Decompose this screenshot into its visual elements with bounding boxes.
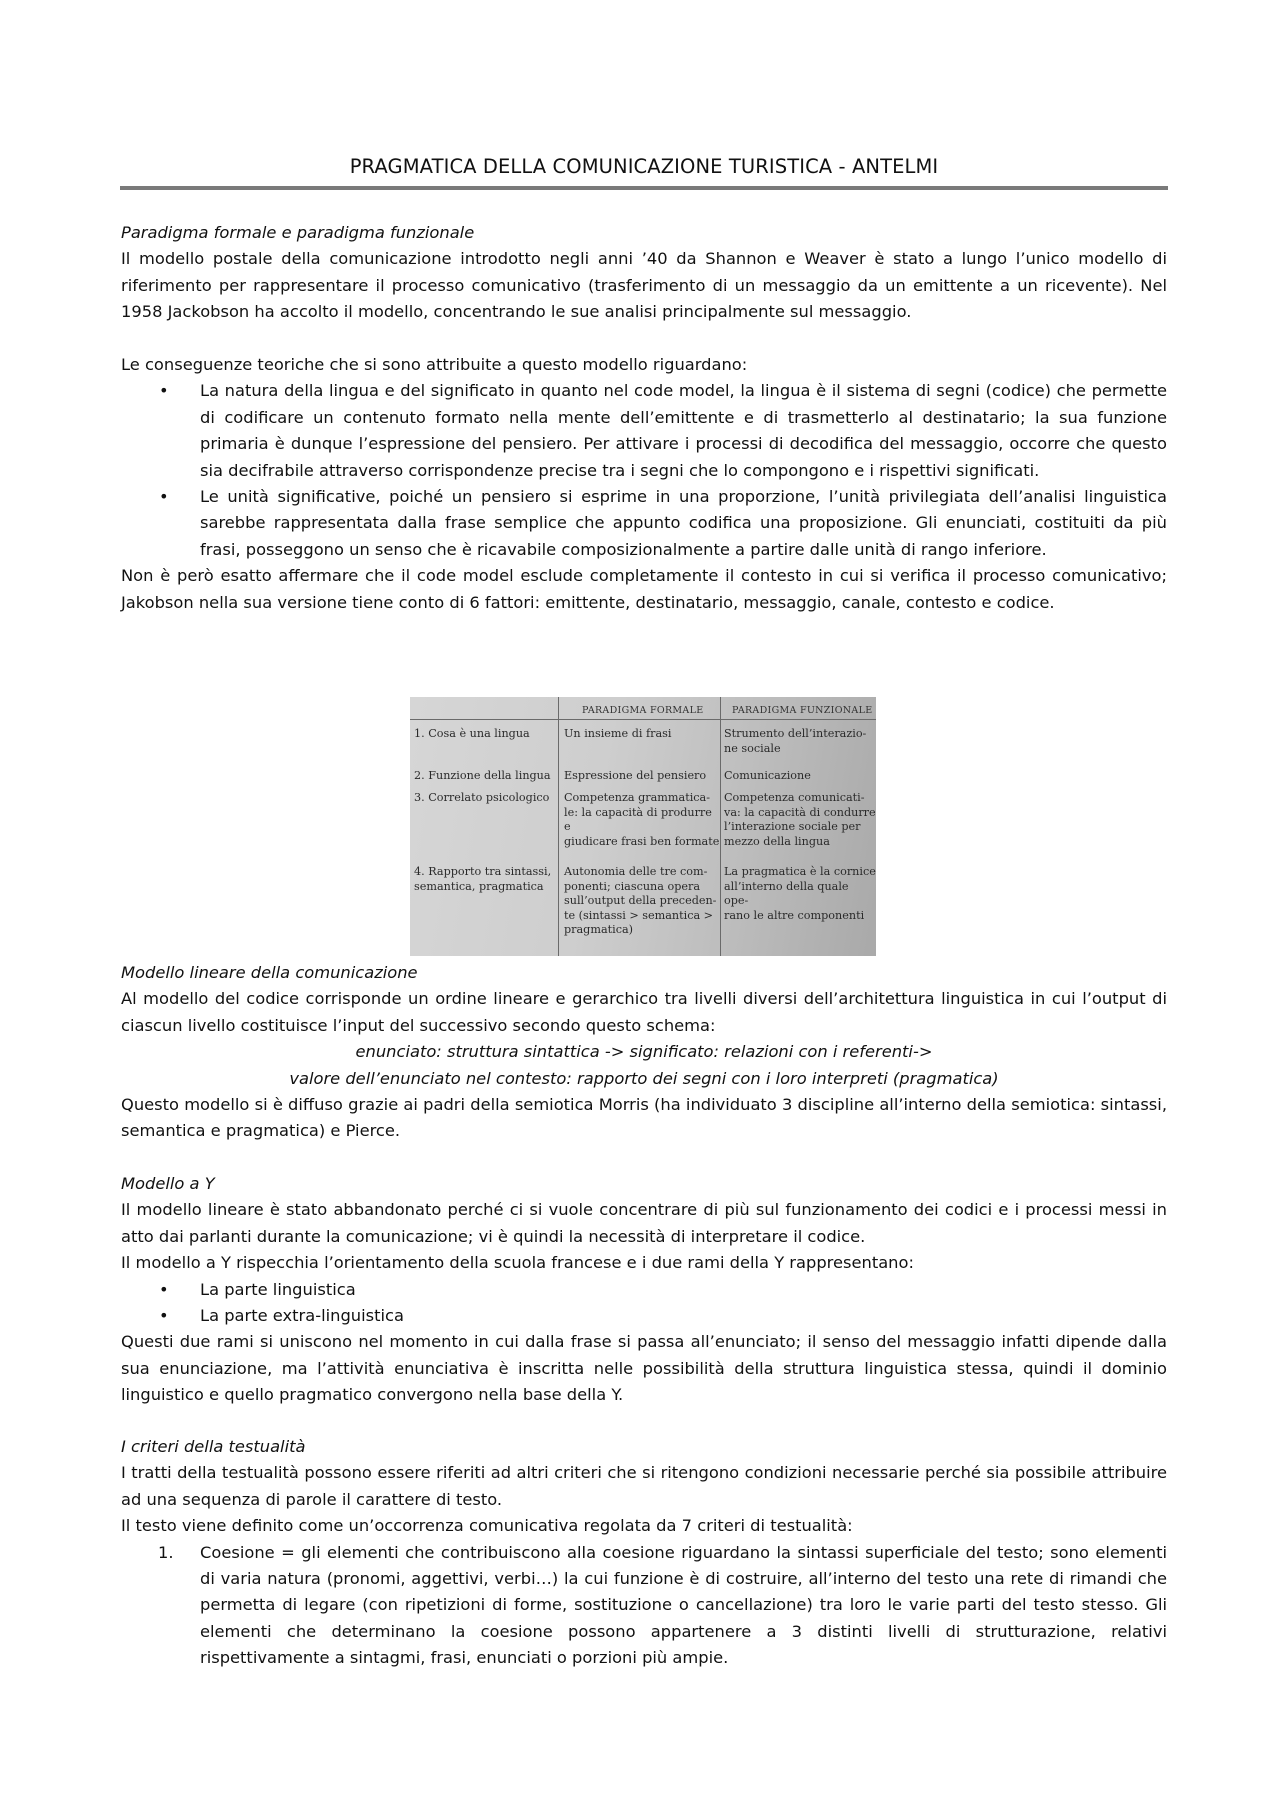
list-item [121, 1277, 1167, 1303]
section-heading: Paradigma formale e paradigma funzionale [121, 223, 475, 242]
paragraph: Il modello lineare è stato abbandonato perché ci si vuole concentrare di più sul funzionamento dei codici e i processi messi in atto dai parlanti durante la comunicazione; vi è quindi la necessità di interpretare il codice. [121, 1200, 1167, 1246]
table-cell: Autonomia delle tre com- ponenti; ciascuna opera sull’output della preceden- te (sintassi > semantica > pragmatica) [564, 865, 717, 936]
bullet-list [121, 1277, 1167, 1330]
paradigm-table-image [410, 697, 876, 956]
table-cell: Comunicazione [724, 769, 811, 782]
table-header-funzionale: PARADIGMA FUNZIONALE [732, 705, 873, 716]
table-cell: La pragmatica è la cornice all’interno della quale ope- rano le altre componenti [724, 865, 876, 922]
paragraph: Non è però esatto affermare che il code model esclude completamente il contesto in cui si verifica il processo comunicativo; Jakobson nella sua versione tiene conto di 6 fattori: emittente, destinatario, messaggio, canale, contesto e codice. [121, 566, 1167, 612]
paragraph: Il modello a Y rispecchia l’orientamento della scuola francese e i due rami della Y rappresentano: [121, 1253, 914, 1273]
title-underline [120, 186, 1168, 190]
table-cell: 1. Cosa è una lingua [414, 727, 530, 740]
section-criteri-testualita [121, 1434, 1167, 1672]
table-cell: 4. Rapporto tra sintassi, semantica, pragmatica [414, 865, 552, 893]
section-modello-y [121, 1171, 1167, 1409]
paragraph: I tratti della testualità possono essere riferiti ad altri criteri che si ritengono condizioni necessarie perché sia possibile attribuire ad una sequenza di parole il carattere di testo. [121, 1463, 1167, 1509]
table-cell: Competenza grammatica- le: la capacità di produrre e giudicare frasi ben formate [564, 791, 720, 848]
section-heading: Modello lineare della comunicazione [121, 963, 418, 982]
paragraph: Il testo viene definito come un’occorrenza comunicativa regolata da 7 criteri di testualità: [121, 1516, 853, 1536]
list-item [121, 1540, 1167, 1672]
table-cell: Un insieme di frasi [564, 727, 672, 740]
list-item-text: Coesione = gli elementi che contribuiscono alla coesione riguardano la sintassi superficiale del testo; sono elementi di varia natura (pronomi, aggettivi, verbi…) la cui funzione è di costruire, all’interno del testo una rete di rimandi che permetta di legare (con ripetizioni di forme, sostituzione o cancellazione) tra loro le varie parti del testo stesso. Gli elementi che determinano la coesione possono appartenere a 3 distinti livelli di strutturazione, relativi rispettivamente a sintagmi, frasi, enunciati o porzioni più ampie. [200, 1542, 1167, 1668]
table-cell: Strumento dell’interazio- ne sociale [724, 727, 867, 755]
paragraph: Questi due rami si uniscono nel momento in cui dalla frase si passa all’enunciato; il senso del messaggio infatti dipende dalla sua enunciazione, ma l’attività enunciativa è inscritta nelle possibilità della struttura linguistica stessa, quindi il dominio linguistico e quello pragmatico convergono nella base della Y. [121, 1332, 1167, 1405]
section-heading: I criteri della testualità [121, 1437, 306, 1456]
paragraph: Il modello postale della comunicazione introdotto negli anni ’40 da Shannon e Weaver è stato a lungo l’unico modello di riferimento per rappresentare il processo comunicativo (trasferimento di un messaggio da un emittente a un ricevente). Nel 1958 Jackobson ha accolto il modello, concentrando le sue analisi principalmente sul messaggio. [121, 249, 1167, 322]
list-item [121, 378, 1167, 484]
schema-line: enunciato: struttura sintattica -> significato: relazioni con i referenti-> [355, 1042, 933, 1062]
table-cell: 3. Correlato psicologico [414, 791, 550, 804]
paragraph: Questo modello si è diffuso grazie ai padri della semiotica Morris (ha individuato 3 discipline all’interno della semiotica: sintassi, semantica e pragmatica) e Pierce. [121, 1095, 1167, 1141]
list-item [121, 484, 1167, 563]
bullet-icon: • [159, 487, 169, 507]
table-cell: 2. Funzione della lingua [414, 769, 551, 782]
numbered-list [121, 1540, 1167, 1672]
table-header-formale: PARADIGMA FORMALE [582, 705, 704, 716]
section-paradigma [121, 220, 1167, 616]
section-modello-lineare [121, 960, 1167, 1145]
section-heading: Modello a Y [121, 1174, 215, 1193]
table-cell: Competenza comunicati- va: la capacità di condurre l’interazione sociale per mezzo della lingua [724, 791, 876, 848]
list-item-text: La natura della lingua e del significato in quanto nel code model, la lingua è il sistema di segni (codice) che permette di codificare un contenuto formato nella mente dell’emittente e di trasmetterlo al destinatario; la sua funzione primaria è dunque l’espressione del pensiero. Per attivare i processi di decodifica del messaggio, occorre che questo sia decifrabile attraverso corrispondenze precise tra i segni che lo compongono e i rispettivi significati. [200, 381, 1167, 480]
paragraph: Le conseguenze teoriche che si sono attribuite a questo modello riguardano: [121, 355, 748, 375]
bullet-icon: • [159, 1279, 169, 1299]
bullet-icon: • [159, 381, 169, 401]
list-item-text: La parte extra-linguistica [200, 1306, 404, 1326]
paragraph: Al modello del codice corrisponde un ordine lineare e gerarchico tra livelli diversi dell’architettura linguistica in cui l’output di ciascun livello costituisce l’input del successivo secondo questo schema: [121, 989, 1167, 1035]
table-cell: Espressione del pensiero [564, 769, 707, 782]
bullet-icon: • [159, 1306, 169, 1326]
list-item-text: Le unità significative, poiché un pensiero si esprime in una proporzione, l’unità privilegiata dell’analisi linguistica sarebbe rappresentata dalla frase semplice che appunto codifica una proposizione. Gli enunciati, costituiti da più frasi, posseggono un senso che è ricavabile composizionalmente a partire dalle unità di rango inferiore. [200, 487, 1167, 559]
list-item-text: La parte linguistica [200, 1279, 356, 1299]
list-item [121, 1303, 1167, 1329]
schema-line: valore dell’enunciato nel contesto: rapporto dei segni con i loro interpreti (pragmatica) [289, 1068, 999, 1088]
bullet-list [121, 378, 1167, 563]
page-title: PRAGMATICA DELLA COMUNICAZIONE TURISTICA - ANTELMI [349, 155, 939, 178]
list-number: 1. [158, 1542, 174, 1562]
